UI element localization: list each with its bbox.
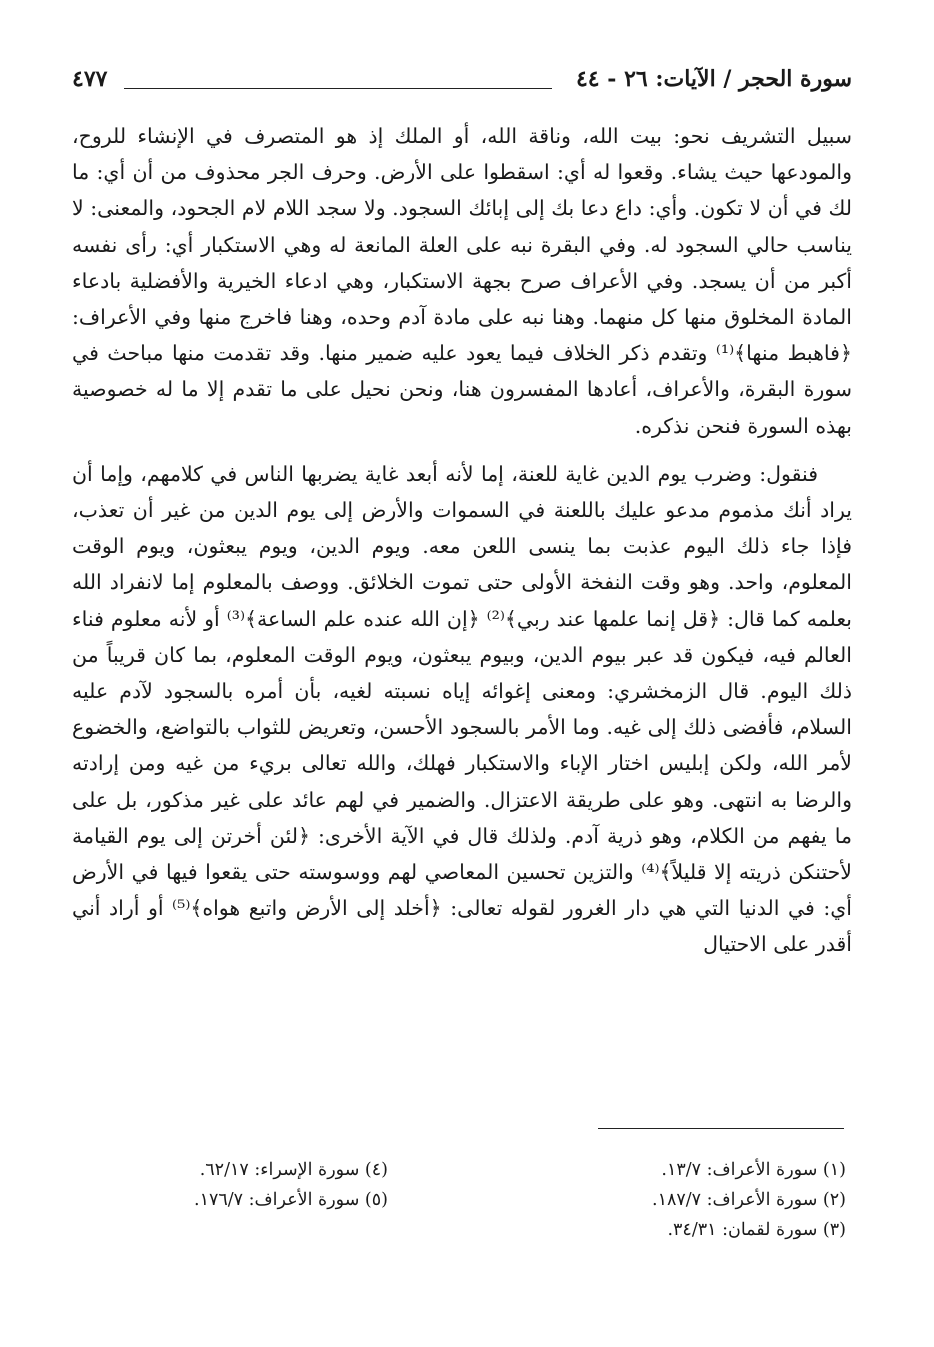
footnote: (٣) سورة لقمان: ٣٤/٣١. — [667, 1220, 846, 1240]
page-header — [72, 62, 852, 106]
main-text — [72, 118, 852, 963]
header-rule — [124, 88, 552, 89]
footnote: (٥) سورة الأعراف: ١٧٦/٧. — [194, 1190, 388, 1210]
paragraph: فنقول: وضرب يوم الدين غاية للعنة، إما لأنه أبعد غاية يضربها الناس في كلامهم، وإما أن يراد أنك مذموم مدعو عليك باللعنة في السموات والأرض إلى يوم الدين من غير أن تعذب، فإذا جاء ذلك اليوم عذبت بما ينسى اللعن معه. ويوم الدين، ويوم يبعثون، ويوم الوقت المعلوم، واحد. وهو وقت النفخة الأولى حتى تموت الخلائق. ووصف بالمعلوم إما لانفراد الله بعلمه كما قال: ﴿قل إنما علمها عند ربي﴾⁽²⁾ ﴿إن الله عنده علم الساعة﴾⁽³⁾ أو لأنه معلوم فناء العالم فيه، فيكون قد عبر بيوم الدين، وبيوم يبعثون، ويوم الوقت المعلوم، بما كان قريباً من ذلك اليوم. قال الزمخشري: ومعنى إغوائه إياه نسبته لغيه، بأن أمره بالسجود لآدم عليه السلام، فأفضى ذلك إلى غيه. وما الأمر بالسجود الأحسن، وتعريض للثواب بالتواضع، والخضوع لأمر الله، ولكن إبليس اختار الإباء والاستكبار فهلك، والله تعالى بريء من غيه ومن إرادته والرضا به انتهى. وهو على طريقة الاعتزال. والضمير في لهم عائد على غير مذكور، بل على ما يفهم من الكلام، وهو ذرية آدم. ولذلك قال في الآية الأخرى: ﴿لئن أخرتن إلى يوم القيامة لأحتنكن ذريته إلا قليلاً﴾⁽⁴⁾ والتزين تحسين المعاصي لهم ووسوسته حتى يقعوا فيها في الأرض أي: في الدنيا التي هي دار الغرور لقوله تعالى: ﴿أخلد إلى الأرض واتبع هواه﴾⁽⁵⁾ أو أراد أني أقدر على الاحتيال — [72, 461, 852, 957]
footnote: (١) سورة الأعراف: ١٣/٧. — [661, 1160, 846, 1180]
footnotes-right-column — [652, 1155, 846, 1245]
paragraph: سبيل التشريف نحو: بيت الله، وناقة الله، أو الملك إذ هو المتصرف في الإنشاء للروح، والمودعها حيث يشاء. وقعوا له أي: اسقطوا على الأرض. وحرف الجر محذوف من أن أي: ما لك في أن لا تكون. وأي: داع دعا بك إلى إبائك السجود. ولا سجد اللام لام الجحود، والمعنى: لا يناسب حالي السجود له. وفي البقرة نبه على العلة المانعة له وهي الاستكبار أي: رأى نفسه أكبر من أن يسجد. وفي الأعراف صرح بجهة الاستكبار، وهي ادعاء الخيرية والأفضلية بادعاء المادة المخلوق منها كل منهما. وهنا نبه على مادة آدم وحده، وهنا فاخرج منها وفي الأعراف: ﴿فاهبط منها﴾⁽¹⁾ وتقدم ذكر الخلاف فيما يعود عليه ضمير منها. وقد تقدمت منها مباحث في سورة البقرة، والأعراف، أعادها المفسرون هنا، ونحن نحيل على ما تقدم إلا ما له خصوصية بهذه السورة فنحن نذكره. — [72, 124, 852, 438]
footnote: (٤) سورة الإسراء: ٦٢/١٧. — [199, 1160, 388, 1180]
footnote: (٢) سورة الأعراف: ١٨٧/٧. — [652, 1190, 846, 1210]
page-number: ٤٧٧ — [72, 66, 108, 92]
running-title: سورة الحجر / الآيات: ٢٦ - ٤٤ — [575, 66, 852, 92]
footnotes-left-column — [194, 1155, 388, 1215]
footnote-separator — [598, 1128, 844, 1129]
